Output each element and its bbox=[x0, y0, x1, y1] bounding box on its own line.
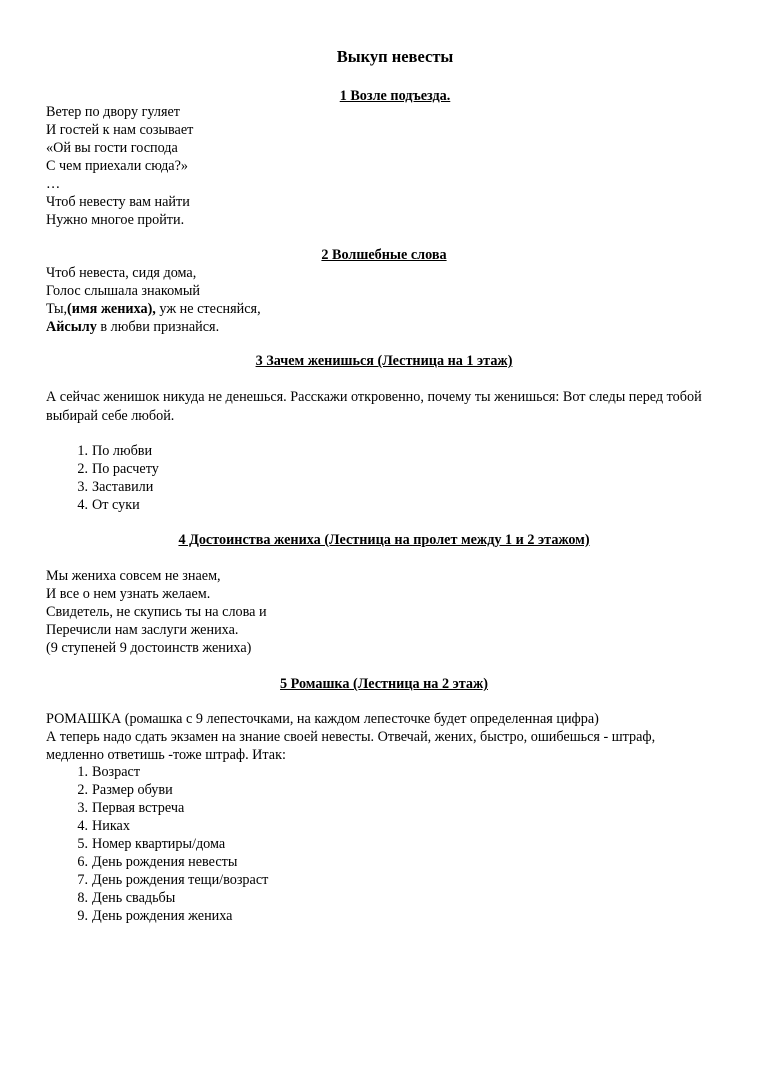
verse-line: Ветер по двору гуляет bbox=[46, 104, 180, 120]
list-item: 1. Возраст bbox=[77, 764, 141, 780]
bride-name: Айсылу bbox=[46, 319, 97, 335]
verse-line: Перечисли нам заслуги жениха. bbox=[46, 622, 239, 638]
verse-line: … bbox=[46, 176, 61, 192]
list-item: 1. По любви bbox=[77, 443, 153, 459]
list-item: 2. Размер обуви bbox=[77, 782, 173, 798]
verse-line: (9 ступеней 9 достоинств жениха) bbox=[46, 640, 252, 656]
verse-text: в любви признайся. bbox=[96, 319, 220, 335]
list-item: 8. День свадьбы bbox=[77, 890, 176, 906]
section-4-verse bbox=[46, 567, 736, 657]
list-item: 3. Первая встреча bbox=[77, 800, 185, 816]
verse-line: Чтоб невесту вам найти bbox=[46, 194, 190, 210]
section-2-heading-text: 2 Волшебные слова bbox=[321, 247, 447, 263]
list-item: 4. От суки bbox=[77, 497, 140, 513]
section-2-verse bbox=[46, 264, 736, 336]
list-item: 7. День рождения тещи/возраст bbox=[77, 872, 269, 888]
list-item: 3. Заставили bbox=[77, 479, 154, 495]
list-item: 5. Номер квартиры/дома bbox=[77, 836, 226, 852]
verse-line bbox=[46, 318, 736, 336]
verse-line: И гостей к нам созывает bbox=[46, 122, 194, 138]
verse-line: Чтоб невеста, сидя дома, bbox=[46, 265, 197, 281]
verse-line: С чем приехали сюда?» bbox=[46, 158, 188, 174]
text-line: медленно ответишь -тоже штраф. Итак: bbox=[46, 747, 286, 763]
section-3-heading: 3 Зачем женишься (Лестница на 1 этаж) bbox=[255, 353, 513, 369]
verse-line: Мы жениха совсем не знаем, bbox=[46, 568, 221, 584]
verse-text: уж не стесняйся, bbox=[155, 301, 261, 317]
verse-line: «Ой вы гости господа bbox=[46, 140, 178, 156]
document-title: Выкуп невесты bbox=[336, 47, 454, 66]
section-4-heading: 4 Достоинства жениха (Лестница на пролет между 1 и 2 этажом) bbox=[178, 532, 590, 548]
verse-text: Ты, bbox=[46, 301, 68, 317]
verse-line: Свидетель, не скупись ты на слова и bbox=[46, 604, 267, 620]
verse-line: Нужно многое пройти. bbox=[46, 212, 185, 228]
verse-line: Голос слышала знакомый bbox=[46, 283, 201, 299]
section-1-verse bbox=[46, 103, 736, 229]
groom-name-placeholder: (имя жениха), bbox=[67, 301, 156, 317]
section-3-text: А сейчас женишок никуда не денешься. Расскажи откровенно, почему ты женишься: Вот следы перед тобой выбирай себе любой. bbox=[46, 389, 702, 424]
list-item: 4. Никах bbox=[77, 818, 130, 834]
text-line: РОМАШКА (ромашка с 9 лепесточками, на каждом лепесточке будет определенная цифра) bbox=[46, 711, 599, 727]
section-1-heading: 1 Возле подъезда. bbox=[339, 88, 451, 104]
list-item: 9. День рождения жениха bbox=[77, 908, 233, 924]
text-line: А теперь надо сдать экзамен на знание своей невесты. Отвечай, жених, быстро, ошибешься - штраф, bbox=[46, 729, 656, 745]
section-3-options bbox=[46, 442, 159, 514]
section-5-text bbox=[46, 710, 736, 764]
verse-line: И все о нем узнать желаем. bbox=[46, 586, 211, 602]
list-item: 2. По расчету bbox=[77, 461, 159, 477]
list-item: 6. День рождения невесты bbox=[77, 854, 238, 870]
section-5-heading: 5 Ромашка (Лестница на 2 этаж) bbox=[280, 676, 488, 692]
verse-line bbox=[46, 300, 736, 318]
section-5-questions bbox=[46, 763, 268, 925]
section-2-heading bbox=[0, 246, 768, 264]
